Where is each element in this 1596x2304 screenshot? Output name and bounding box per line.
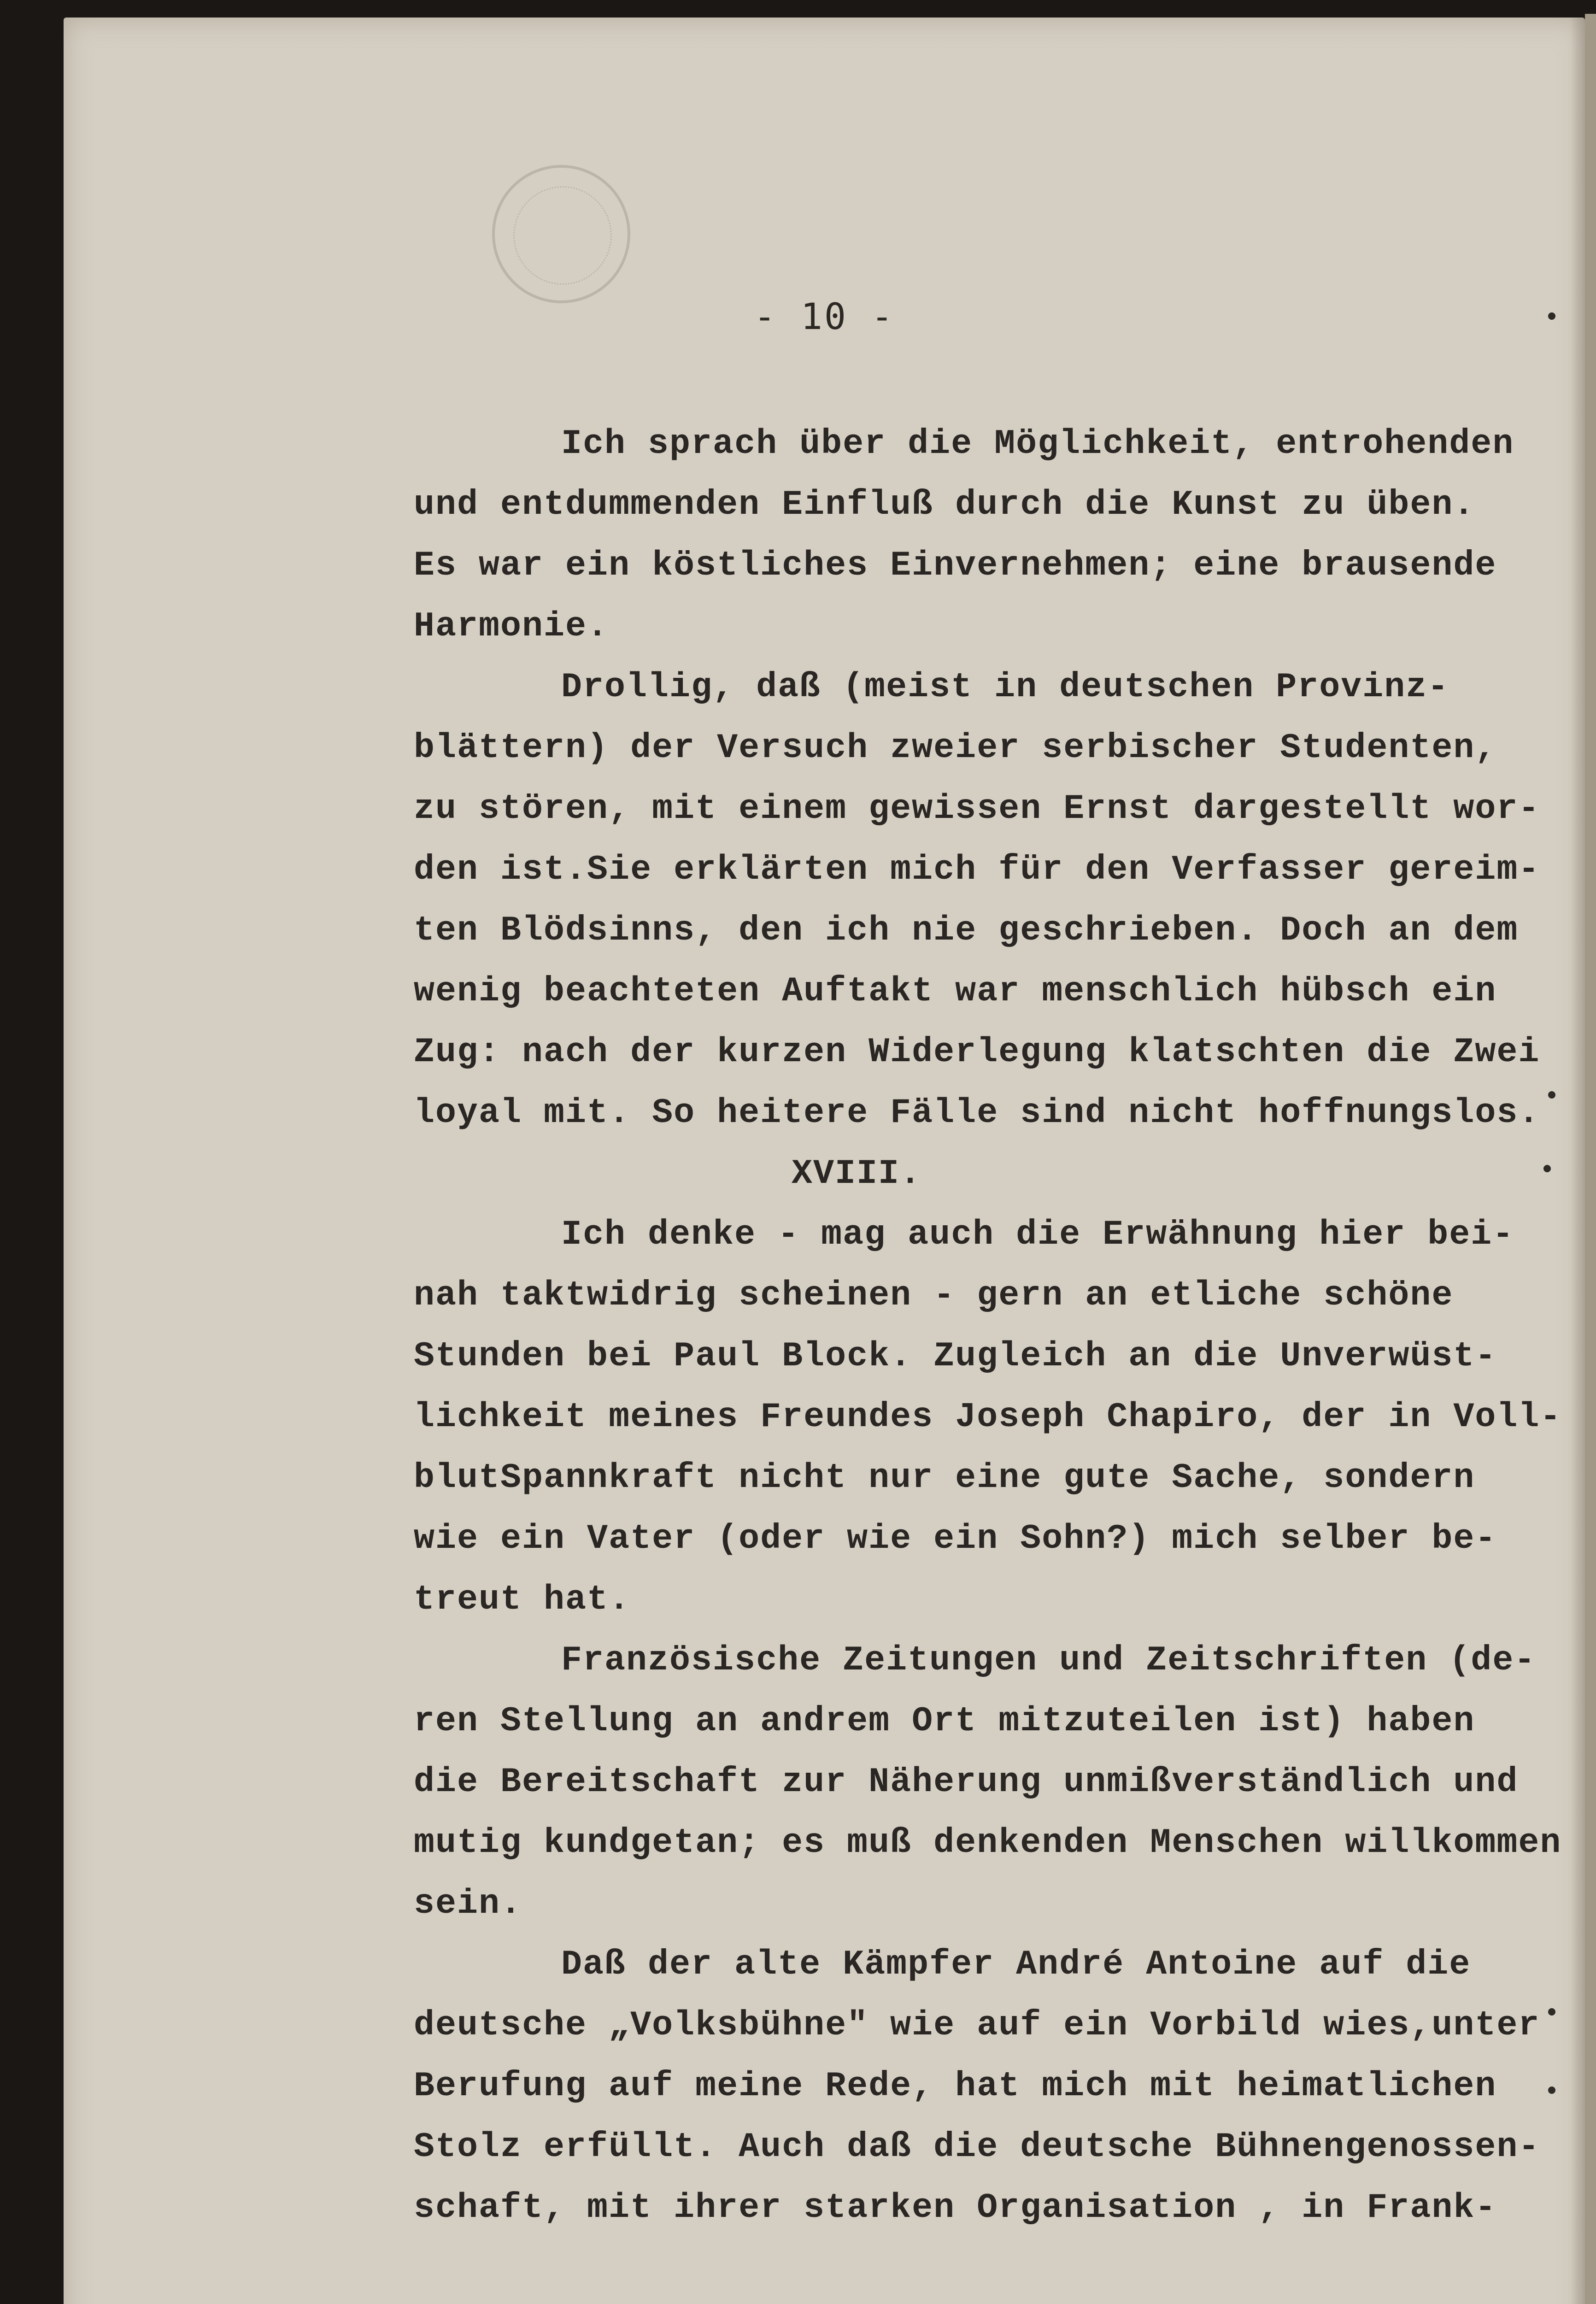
text-line: ren Stellung an andrem Ort mitzuteilen ist) haben [414, 1702, 1475, 1741]
typewritten-page [64, 18, 1585, 2304]
text-line: wie ein Vater (oder wie ein Sohn?) mich selber be- [414, 1519, 1497, 1558]
body-text [414, 414, 1585, 2239]
margin-mark-icon [1548, 312, 1555, 320]
text-line: deutsche „Volksbühne" wie auf ein Vorbild wies,unter [414, 2006, 1540, 2045]
text-line: Berufung auf meine Rede, hat mich mit heimatlichen [414, 2067, 1497, 2106]
text-line: Stunden bei Paul Block. Zugleich an die Unverwüst- [414, 1337, 1497, 1376]
text-line: die Bereitschaft zur Näherung unmißverständlich und [414, 1763, 1519, 1802]
text-line: Ich denke - mag auch die Erwähnung hier bei- [561, 1215, 1514, 1254]
text-line: treut hat. [414, 1580, 631, 1619]
text-line: wenig beachteten Auftakt war menschlich hübsch ein [414, 972, 1497, 1011]
margin-mark-icon [1543, 1165, 1551, 1172]
text-line: zu stören, mit einem gewissen Ernst dargestellt wor- [414, 789, 1540, 829]
text-line: lichkeit meines Freundes Joseph Chapiro, der in Voll- [414, 1398, 1562, 1437]
text-line: Ich sprach über die Möglichkeit, entrohenden [561, 424, 1514, 464]
text-line: mutig kundgetan; es muß denkenden Menschen willkommen [414, 1823, 1562, 1863]
text-line: Französische Zeitungen und Zeitschriften (de- [561, 1641, 1536, 1680]
text-line: blutSpannkraft nicht nur eine gute Sache, sondern [414, 1458, 1475, 1498]
text-line: Harmonie. [414, 607, 609, 646]
faded-stamp-icon [492, 165, 630, 303]
section-heading: XVIII. [792, 1154, 922, 1193]
text-line: Es war ein köstliches Einvernehmen; eine brausende [414, 546, 1497, 585]
text-line: Zug: nach der kurzen Widerlegung klatschten die Zwei [414, 1033, 1540, 1072]
text-line: Drollig, daß (meist in deutschen Provinz- [561, 668, 1449, 707]
text-line: nah taktwidrig scheinen - gern an etliche schöne [414, 1276, 1454, 1315]
text-line: Stolz erfüllt. Auch daß die deutsche Bühnengenossen- [414, 2128, 1540, 2167]
margin-mark-icon [1548, 1091, 1555, 1099]
text-line: loyal mit. So heitere Fälle sind nicht hoffnungslos. [414, 1093, 1540, 1133]
text-line: den ist.Sie erklärten mich für den Verfasser gereim- [414, 850, 1540, 889]
margin-mark-icon [1548, 2087, 1555, 2094]
text-line: ten Blödsinns, den ich nie geschrieben. Doch an dem [414, 911, 1519, 950]
text-line: und entdummenden Einfluß durch die Kunst zu üben. [414, 485, 1475, 524]
text-line: blättern) der Versuch zweier serbischer Studenten, [414, 729, 1497, 768]
text-line: sein. [414, 1884, 522, 1923]
text-line: Daß der alte Kämpfer André Antoine auf die [561, 1945, 1471, 1984]
page-number: - 10 - [754, 296, 895, 338]
page-edge-strip [1585, 14, 1596, 2304]
text-line: schaft, mit ihrer starken Organisation , in Frank- [414, 2188, 1497, 2228]
margin-mark-icon [1548, 2008, 1555, 2016]
